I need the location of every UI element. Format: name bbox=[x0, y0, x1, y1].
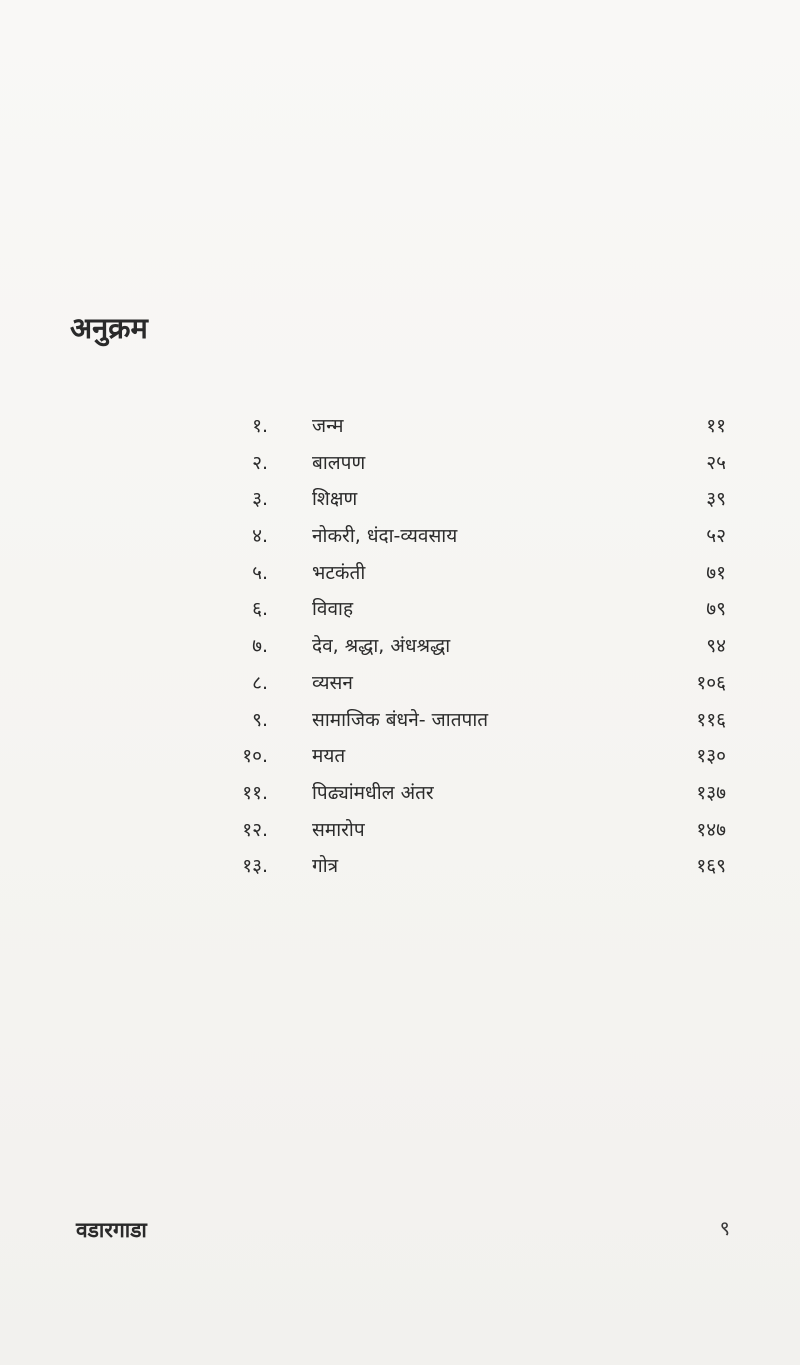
toc-entry bbox=[220, 665, 730, 702]
chapter-number: ३. bbox=[252, 488, 268, 511]
toc-entry bbox=[220, 848, 730, 885]
chapter-number: ४. bbox=[252, 525, 268, 548]
chapter-page: १०६ bbox=[696, 671, 726, 694]
chapter-number: ५. bbox=[252, 561, 268, 584]
chapter-title: समारोप bbox=[312, 818, 365, 841]
chapter-title: जन्म bbox=[312, 415, 344, 437]
chapter-page: १३० bbox=[696, 745, 726, 768]
chapter-number: १३. bbox=[242, 855, 268, 878]
chapter-number: ९. bbox=[252, 708, 268, 731]
chapter-number: ११. bbox=[242, 781, 268, 804]
chapter-title: शिक्षण bbox=[312, 488, 358, 511]
chapter-title: विवाह bbox=[312, 598, 354, 621]
chapter-number: १. bbox=[252, 415, 268, 437]
chapter-page: ९४ bbox=[706, 635, 726, 658]
chapter-page: १६९ bbox=[696, 855, 726, 878]
chapter-title: पिढ्यांमधील अंतर bbox=[312, 781, 434, 804]
running-footer-title: वडारगाडा bbox=[76, 1218, 147, 1242]
chapter-title: भटकंती bbox=[312, 561, 366, 584]
chapter-title: व्यसन bbox=[312, 671, 353, 694]
chapter-number: १२. bbox=[242, 818, 268, 841]
chapter-title: सामाजिक बंधने- जातपात bbox=[312, 708, 489, 731]
chapter-page: १४७ bbox=[696, 818, 726, 841]
toc-entry bbox=[220, 445, 730, 482]
page-number: ९ bbox=[719, 1216, 730, 1240]
toc-entry bbox=[220, 481, 730, 518]
toc-entry bbox=[220, 738, 730, 775]
chapter-page: ११६ bbox=[696, 708, 726, 731]
toc-entry bbox=[220, 408, 730, 445]
chapter-page: १३७ bbox=[696, 781, 726, 804]
toc-entry bbox=[220, 812, 730, 849]
chapter-page: ७९ bbox=[706, 598, 726, 621]
chapter-page: २५ bbox=[706, 451, 726, 474]
toc-entry bbox=[220, 702, 730, 739]
chapter-page: ३९ bbox=[706, 488, 726, 511]
chapter-title: मयत bbox=[312, 745, 346, 768]
chapter-title: बालपण bbox=[312, 451, 366, 474]
chapter-number: २. bbox=[252, 451, 268, 474]
chapter-number: १०. bbox=[242, 745, 268, 768]
toc-entry bbox=[220, 555, 730, 592]
toc-entry bbox=[220, 628, 730, 665]
toc-entry bbox=[220, 518, 730, 555]
chapter-title: देव, श्रद्धा, अंधश्रद्धा bbox=[312, 635, 451, 658]
chapter-title: गोत्र bbox=[312, 855, 339, 878]
chapter-title: नोकरी, धंदा-व्यवसाय bbox=[312, 525, 458, 548]
table-of-contents bbox=[220, 408, 730, 885]
chapter-number: ६. bbox=[252, 598, 268, 621]
chapter-page: ७१ bbox=[706, 561, 726, 584]
chapter-number: ८. bbox=[252, 671, 268, 694]
toc-entry bbox=[220, 591, 730, 628]
chapter-number: ७. bbox=[252, 635, 268, 658]
page-title: अनुक्रम bbox=[70, 311, 148, 345]
chapter-page: ५२ bbox=[706, 525, 726, 548]
chapter-page: ११ bbox=[706, 415, 726, 437]
toc-entry bbox=[220, 775, 730, 812]
